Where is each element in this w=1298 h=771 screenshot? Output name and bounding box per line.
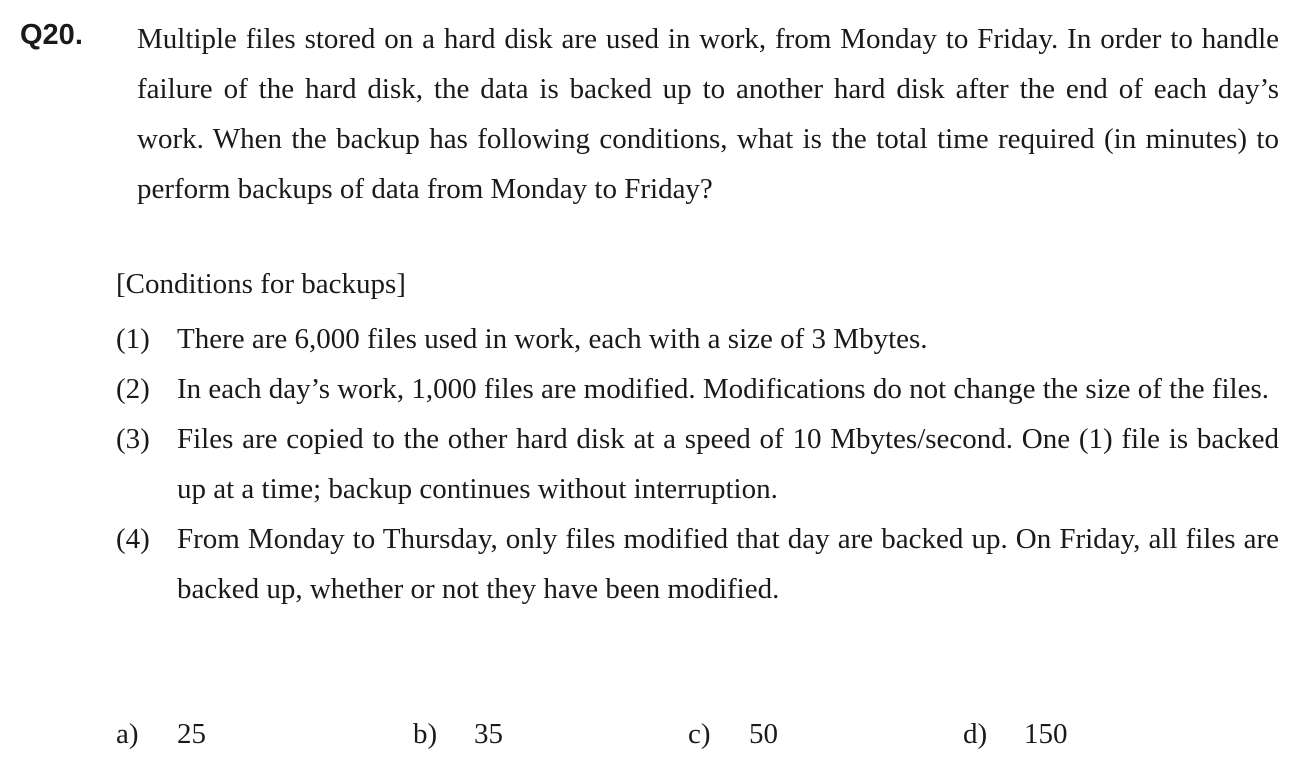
condition-number: (4) [116,523,150,555]
condition-text: Files are copied to the other hard disk at a speed of 10 Mbytes/second. One (1) file is backed up at a time; backup continues without interruption. [177,423,1279,505]
choice-a[interactable] [116,714,206,754]
condition-number: (1) [116,323,150,355]
condition-3 [116,414,1279,514]
choice-letter: d) [963,718,988,750]
choice-value: 150 [1024,718,1068,750]
choice-letter: c) [688,718,711,750]
conditions-list [116,314,1279,614]
condition-1 [116,314,1279,364]
condition-text: There are 6,000 files used in work, each with a size of 3 Mbytes. [177,323,928,355]
condition-number: (2) [116,373,150,405]
question-number: Q20. [20,19,83,51]
choice-value: 35 [474,718,503,750]
conditions-heading: [Conditions for backups] [116,268,406,300]
choice-d[interactable] [963,714,1068,754]
choice-value: 50 [749,718,778,750]
choice-c[interactable] [688,714,778,754]
condition-number: (3) [116,423,150,455]
choice-value: 25 [177,718,206,750]
choice-letter: b) [413,718,438,750]
condition-text: From Monday to Thursday, only files modified that day are backed up. On Friday, all files are backed up, whether or not they have been modified. [177,523,1279,605]
condition-4 [116,514,1279,614]
condition-text: In each day’s work, 1,000 files are modified. Modifications do not change the size of the files. [177,373,1270,405]
question-text: Multiple files stored on a hard disk are used in work, from Monday to Friday. In order to handle failure of the hard disk, the data is backed up to another hard disk after the end of each day’s work. When the backup has following conditions, what is the total time required (in minutes) to perform backups of data from Monday to Friday? [137,23,1279,205]
condition-2 [116,364,1279,414]
choice-b[interactable] [413,714,503,754]
choice-letter: a) [116,718,139,750]
